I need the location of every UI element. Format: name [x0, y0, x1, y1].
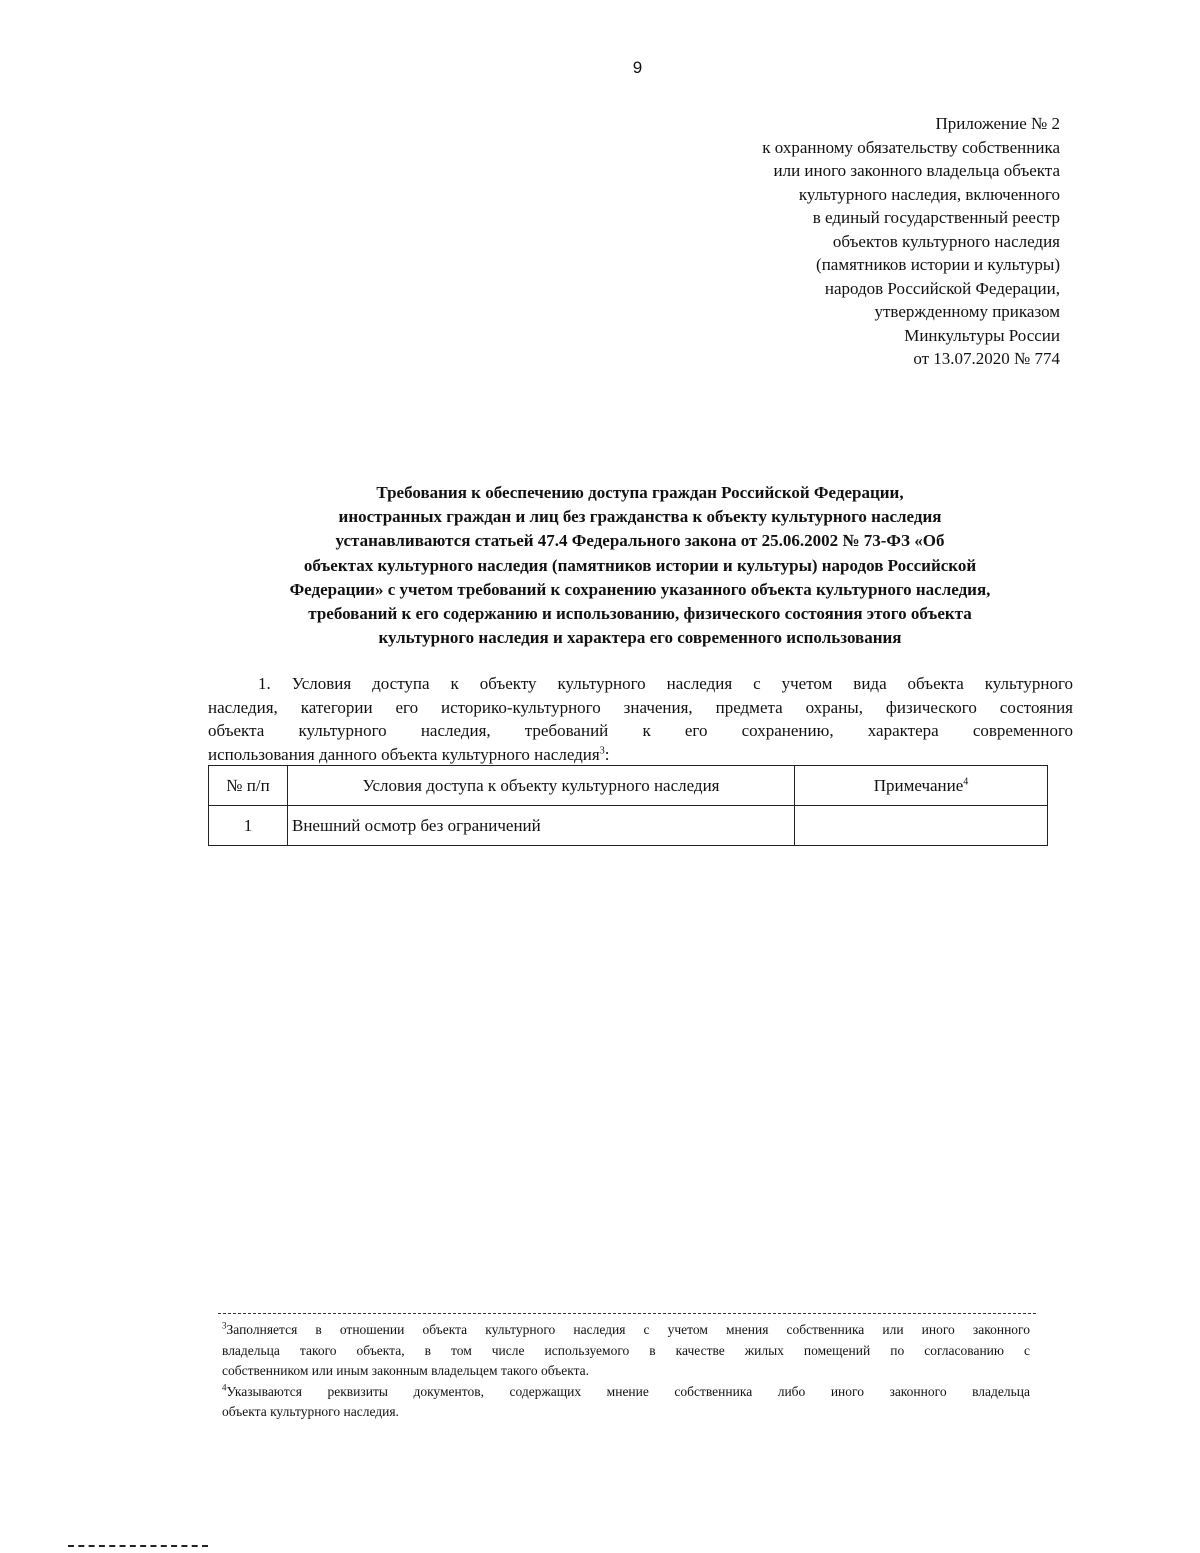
paragraph-line: наследия, категории его историко-культурного значения, предмета охраны, физического состояния [208, 697, 1073, 717]
footnote-3-text: Заполняется в отношении объекта культурного наследия с учетом мнения собственника или иного законного [226, 1322, 1030, 1337]
appendix-line: Приложение № 2 [935, 114, 1060, 133]
footnote-4-text: Указываются реквизиты документов, содержащих мнение собственника либо иного законного владельца [226, 1383, 1030, 1399]
footnote-4-ref: 4 [222, 1382, 227, 1392]
document-title [190, 481, 1090, 650]
header-conditions: Условия доступа к объекту культурного наследия [288, 766, 795, 806]
row-conditions: Внешний осмотр без ограничений [288, 806, 795, 846]
title-line: устанавливаются статьей 47.4 Федерального закона от 25.06.2002 № 73-ФЗ «Об [335, 531, 945, 551]
paragraph-line: 1. Условия доступа к объекту культурного наследия с учетом вида объекта культурного [258, 674, 1073, 693]
footnote-3-line: собственником или иным законным владельцем такого объекта. [222, 1363, 590, 1378]
table-header-row [209, 766, 1048, 806]
title-line: Федерации» с учетом требований к сохранению указанного объекта культурного наследия, [289, 579, 991, 599]
title-line: требований к его содержанию и использованию, физического состояния этого объекта [308, 604, 972, 624]
footnote-4-line: объекта культурного наследия. [222, 1404, 399, 1419]
header-note [795, 766, 1048, 806]
header-note-label: Примечание [873, 775, 964, 795]
appendix-line: объектов культурного наследия [832, 231, 1060, 251]
row-note [795, 806, 1048, 846]
appendix-line: от 13.07.2020 № 774 [913, 349, 1060, 368]
title-line: культурного наследия и характера его современного использования [378, 628, 902, 648]
title-line: Требования к обеспечению доступа граждан Российской Федерации, [376, 483, 904, 502]
appendix-line: народов Российской Федерации, [824, 278, 1060, 298]
title-line: объектах культурного наследия (памятников истории и культуры) народов Российской [303, 555, 977, 575]
paragraph-line: объекта культурного наследия, требований к его сохранению, характера современного [208, 721, 1073, 740]
appendix-header [580, 112, 1060, 371]
footnote-ref-3: 3 [599, 744, 605, 756]
table-row [209, 806, 1048, 846]
appendix-line: утвержденному приказом [874, 302, 1060, 321]
appendix-line: в единый государственный реестр [812, 208, 1060, 227]
body-paragraph [208, 672, 1073, 766]
footnotes [222, 1320, 1030, 1423]
page-number: 9 [632, 58, 643, 77]
appendix-line: (памятников истории и культуры) [816, 255, 1060, 274]
header-number: № п/п [209, 766, 288, 806]
row-number: 1 [209, 806, 288, 846]
footnote-3-line [222, 1320, 1030, 1341]
footnote-3-ref: 3 [222, 1320, 227, 1331]
paragraph-last-line [208, 743, 1073, 767]
footnote-separator [218, 1313, 1036, 1314]
access-conditions-table [208, 765, 1048, 846]
paragraph-line: использования данного объекта культурного наследия [208, 744, 600, 764]
title-line: иностранных граждан и лиц без гражданства к объекту культурного наследия [338, 507, 942, 527]
appendix-line: к охранному обязательству собственника [762, 137, 1060, 157]
footnote-4-line [222, 1382, 1030, 1403]
appendix-line: культурного наследия, включенного [798, 184, 1060, 204]
appendix-line: Минкультуры России [904, 325, 1060, 345]
appendix-line: или иного законного владельца объекта [773, 161, 1060, 180]
footnote-3-line: владельца такого объекта, в том числе используемого в качестве жилых помещений по согласованию с [222, 1342, 1030, 1358]
paragraph-trailing: : [604, 744, 610, 764]
scan-edge-mark [68, 1545, 208, 1547]
footnote-ref-4: 4 [963, 775, 969, 787]
